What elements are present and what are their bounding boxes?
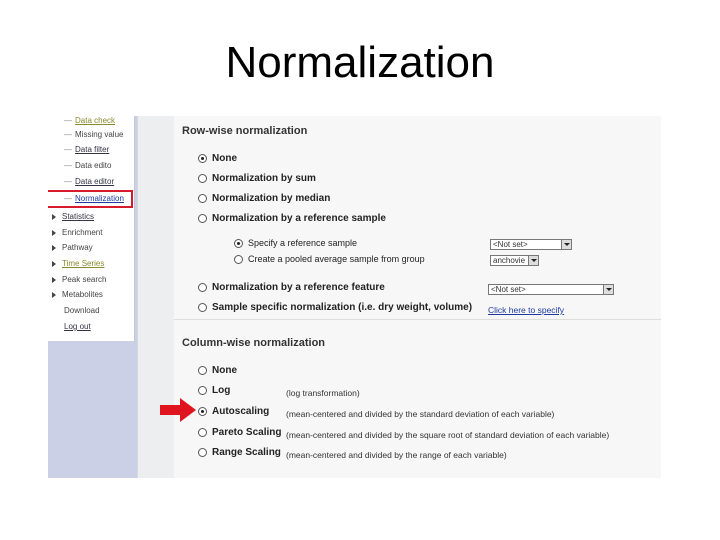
specify-link[interactable]: Click here to specify [488, 305, 565, 315]
sidebar-item-data-edito[interactable]: — Data edito [64, 161, 112, 170]
radio-checked-icon[interactable] [198, 154, 207, 163]
radio-checked-icon[interactable] [198, 407, 207, 416]
sidebar-item-label: Missing value [75, 130, 124, 139]
col-none-option[interactable] [198, 365, 237, 379]
sidebar-item-metabolites[interactable] [52, 290, 103, 302]
expand-arrow-icon [52, 292, 56, 298]
radio-icon[interactable] [198, 448, 207, 457]
pareto-description: (mean-centered and divided by the square root of standard deviation of each variable) [286, 430, 610, 440]
ref-sample-select[interactable] [490, 239, 572, 250]
sidebar-item-data-check[interactable]: — Data check [64, 116, 116, 125]
pooled-group-select[interactable] [490, 255, 539, 266]
sidebar-item-label: Log out [64, 322, 91, 331]
row-median-option[interactable] [198, 193, 330, 207]
option-label: None [212, 365, 237, 376]
column-divider [137, 116, 175, 478]
row-wise-title: Row-wise normalization [182, 125, 308, 137]
radio-icon[interactable] [198, 283, 207, 292]
row-ref-feature-option[interactable] [198, 282, 385, 296]
sidebar-item-data-filter[interactable]: — Data filter [64, 145, 110, 154]
range-description: (mean-centered and divided by the range of each variable) [286, 450, 507, 460]
sidebar-item-missing-value[interactable]: — Missing value [64, 130, 124, 139]
chevron-down-icon [603, 285, 613, 294]
radio-checked-icon[interactable] [234, 239, 243, 248]
sidebar-item-time-series[interactable] [52, 259, 104, 271]
sidebar-item-label: Normalization [75, 194, 124, 203]
sidebar-item-label: Data edito [75, 161, 112, 170]
sidebar-menu [48, 116, 135, 341]
sidebar-item-download[interactable] [64, 306, 100, 318]
sidebar-item-data-editor[interactable]: — Data editor [64, 177, 115, 186]
sidebar-item-enrichment[interactable] [52, 228, 102, 240]
radio-icon[interactable] [234, 255, 243, 264]
sidebar-item-label: Data editor [75, 177, 115, 186]
section-divider [174, 319, 661, 320]
radio-icon[interactable] [198, 194, 207, 203]
sidebar-item-label: Time Series [62, 259, 105, 268]
sidebar-item-label: Metabolites [62, 290, 103, 299]
expand-arrow-icon [52, 214, 56, 220]
red-pointer-arrow-icon [160, 398, 196, 422]
ref-feature-select[interactable] [488, 284, 614, 295]
radio-icon[interactable] [198, 214, 207, 223]
option-label: Normalization by a reference sample [212, 213, 386, 224]
col-range-option[interactable] [198, 447, 281, 461]
sidebar-item-label: Statistics [62, 212, 95, 221]
radio-icon[interactable] [198, 428, 207, 437]
option-label: Autoscaling [212, 406, 270, 417]
sidebar-item-label: Pathway [62, 243, 93, 252]
sidebar-item-normalization[interactable]: — Normalization [64, 194, 124, 203]
row-ref-sample-option[interactable] [198, 213, 386, 227]
sidebar-item-peak-search[interactable] [52, 275, 106, 287]
create-pooled-option[interactable] [234, 254, 425, 268]
option-label: Specify a reference sample [248, 238, 358, 248]
option-label: Normalization by sum [212, 173, 316, 184]
row-none-option[interactable] [198, 153, 237, 167]
normalization-panel [174, 116, 661, 478]
option-label: None [212, 153, 237, 164]
select-value: <Not set> [491, 285, 526, 294]
expand-arrow-icon [52, 230, 56, 236]
col-autoscaling-option[interactable] [198, 406, 269, 420]
radio-icon[interactable] [198, 303, 207, 312]
chevron-down-icon [561, 240, 571, 249]
column-wise-title: Column-wise normalization [182, 337, 326, 349]
expand-arrow-icon [52, 261, 56, 267]
sidebar-item-label: Download [64, 306, 100, 315]
slide-title: Normalization [225, 38, 495, 87]
sidebar-item-label: Peak search [62, 275, 107, 284]
radio-icon[interactable] [198, 174, 207, 183]
radio-icon[interactable] [198, 366, 207, 375]
specify-ref-sample-option[interactable] [234, 238, 357, 252]
option-label: Create a pooled average sample from group [248, 254, 425, 264]
select-value: anchovie [493, 256, 526, 265]
radio-icon[interactable] [198, 386, 207, 395]
sidebar-item-pathway[interactable] [52, 243, 93, 255]
row-sample-specific-option[interactable] [198, 302, 472, 316]
expand-arrow-icon [52, 277, 56, 283]
autoscaling-description: (mean-centered and divided by the standard deviation of each variable) [286, 409, 555, 419]
option-label: Pareto Scaling [212, 427, 282, 438]
log-description: (log transformation) [286, 388, 360, 398]
sidebar-item-label: Data check [75, 116, 116, 125]
select-value: <Not set> [493, 240, 528, 249]
sidebar-item-label: Data filter [75, 145, 110, 154]
sidebar-item-statistics[interactable] [52, 212, 94, 224]
chevron-down-icon [528, 256, 538, 265]
expand-arrow-icon [52, 245, 56, 251]
col-log-option[interactable] [198, 385, 230, 399]
row-sum-option[interactable] [198, 173, 316, 187]
option-label: Normalization by median [212, 193, 331, 204]
col-pareto-option[interactable] [198, 427, 281, 441]
option-label: Log [212, 385, 231, 396]
option-label: Normalization by a reference feature [212, 282, 385, 293]
active-item-highlight [48, 190, 133, 208]
option-label: Range Scaling [212, 447, 281, 458]
app-screenshot [48, 116, 661, 478]
sidebar [48, 116, 137, 478]
sidebar-item-label: Enrichment [62, 228, 103, 237]
sidebar-item-log-out[interactable] [64, 322, 91, 334]
option-label: Sample specific normalization (i.e. dry weight, volume) [212, 302, 473, 313]
